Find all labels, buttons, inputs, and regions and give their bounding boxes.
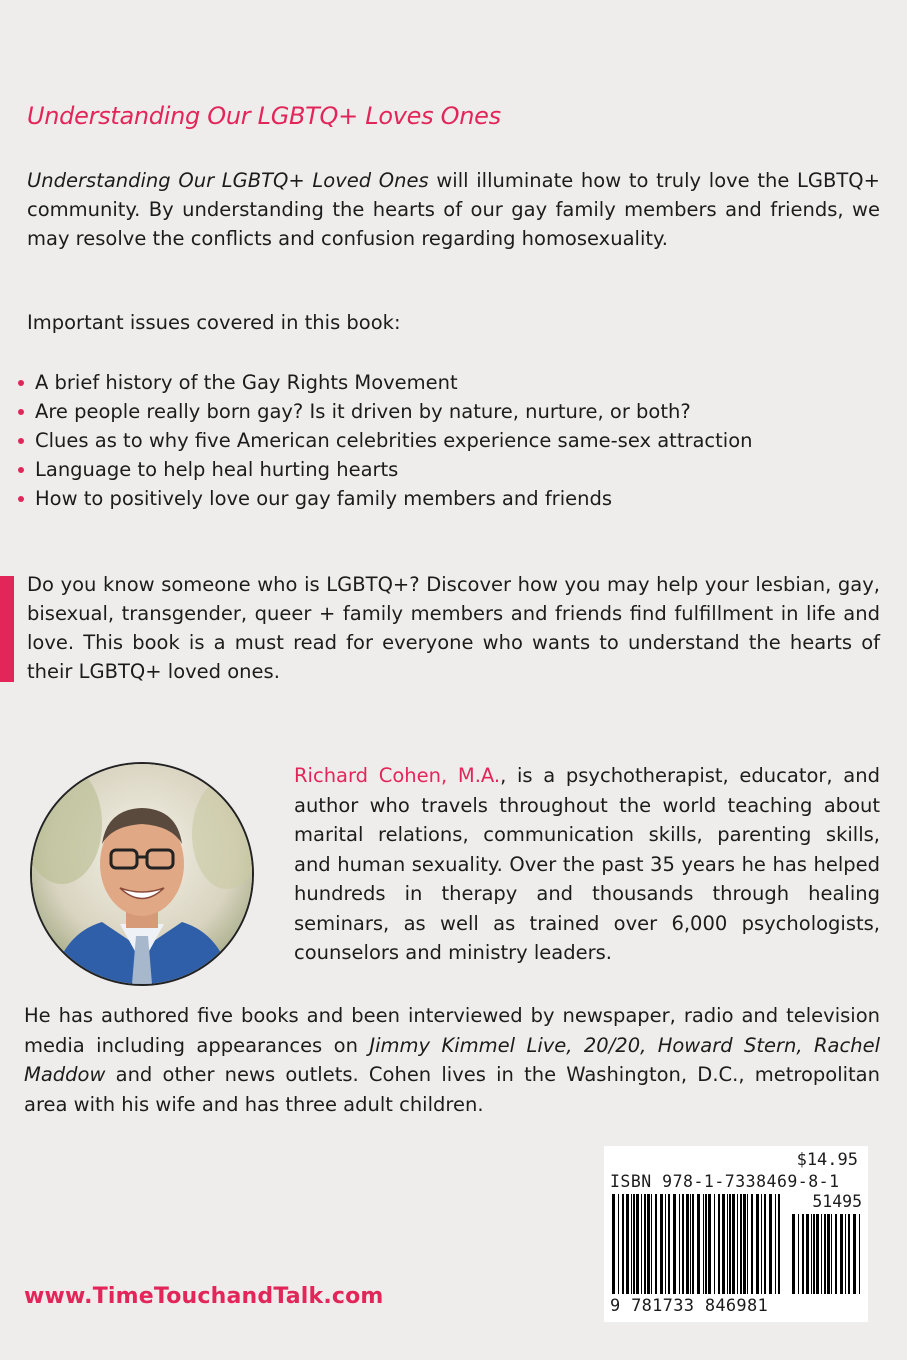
barcode-bar	[690, 1194, 691, 1294]
barcode-bar	[647, 1194, 650, 1294]
barcode-bar	[631, 1194, 632, 1294]
barcode-bar	[743, 1194, 746, 1294]
barcode-bar	[737, 1194, 738, 1294]
barcode-bar	[714, 1194, 715, 1294]
subtitle: Understanding Our LGBTQ+ Loves Ones	[27, 102, 501, 130]
barcode-bar	[740, 1194, 742, 1294]
barcode-bar	[708, 1194, 711, 1294]
bullet-icon	[18, 380, 24, 386]
barcode-bar	[761, 1194, 762, 1294]
barcode-bar	[845, 1214, 846, 1294]
issues-list	[18, 368, 888, 513]
isbn-label: ISBN 978-1-7338469-8-1	[610, 1172, 840, 1191]
barcode-bar	[682, 1194, 684, 1294]
list-item	[18, 397, 888, 426]
bullet-icon	[18, 496, 24, 502]
bullet-icon	[18, 409, 24, 415]
barcode-bar	[751, 1194, 753, 1294]
author-photo-illustration	[32, 764, 252, 984]
barcode-bar	[756, 1194, 759, 1294]
barcode-bar	[806, 1214, 809, 1294]
author-bio-text: , is a psychotherapist, educator, and author who travels throughout the world teaching about marital relations, communication skills, parenting skills, and human sexuality. Over the past 35 years he has helped hundreds in therapy and thousands through healing seminars, as well as trained over 6,000 psychologists, counselors and ministry leaders.	[294, 764, 880, 964]
barcode-bar	[831, 1214, 832, 1294]
barcode-bar	[811, 1214, 812, 1294]
barcode-bar	[668, 1194, 670, 1294]
barcode-bar	[622, 1194, 624, 1294]
barcode-bar	[679, 1194, 680, 1294]
addon-code: 51495	[812, 1192, 862, 1211]
barcode-bar	[612, 1194, 615, 1294]
barcode-bar	[747, 1194, 748, 1294]
list-item-text: A brief history of the Gay Rights Movement	[35, 371, 458, 394]
barcode-bar	[626, 1194, 629, 1294]
barcode-bar	[853, 1214, 856, 1294]
barcode-bar	[686, 1194, 689, 1294]
list-item-text: Language to help heal hurting hearts	[35, 458, 399, 481]
media-outlets: Jimmy Kimmel Live, 20/20, Howard Stern, Rachel Maddow	[24, 1033, 881, 1086]
barcode-bar	[660, 1194, 663, 1294]
barcode-bar	[821, 1214, 822, 1294]
barcode-bar	[802, 1214, 804, 1294]
barcode-bar	[718, 1194, 720, 1294]
barcode-bar	[673, 1194, 676, 1294]
intro-paragraph	[27, 166, 880, 253]
list-item	[18, 368, 888, 397]
barcode-bar	[816, 1214, 819, 1294]
intro-text: will illuminate how to truly love the LGBTQ+ community. By understanding the hearts of our gay family members and friends, we may resolve the conflicts and confusion regarding homosexuality.	[27, 169, 880, 250]
barcode-bar	[792, 1214, 795, 1294]
list-item	[18, 426, 888, 455]
barcode-bar	[703, 1194, 704, 1294]
barcode-bar	[769, 1194, 772, 1294]
intro-book-title: Understanding Our LGBTQ+ Loved Ones	[27, 169, 429, 192]
barcode-bar	[618, 1194, 619, 1294]
bullet-icon	[18, 467, 24, 473]
barcode-bar	[655, 1194, 657, 1294]
accent-bar	[0, 576, 14, 682]
author-bio	[294, 761, 880, 968]
bio-text-end: and other news outlets. Cohen lives in the Washington, D.C., metropolitan area with his wife and has three adult children.	[24, 1063, 880, 1116]
barcode-bar	[665, 1194, 666, 1294]
list-item	[18, 455, 888, 484]
barcode-bar	[727, 1194, 728, 1294]
author-portrait	[30, 762, 254, 986]
author-bio-continued	[24, 1001, 880, 1119]
barcode-bar	[798, 1214, 799, 1294]
barcode-bar	[641, 1194, 642, 1294]
barcode-bar	[705, 1194, 707, 1294]
barcode-bar	[764, 1194, 766, 1294]
list-item-text: Clues as to why five American celebrities experience same-sex attraction	[35, 429, 753, 452]
barcode-bar	[840, 1214, 843, 1294]
list-item-text: How to positively love our gay family members and friends	[35, 487, 613, 510]
pitch-paragraph: Do you know someone who is LGBTQ+? Discover how you may help your lesbian, gay, bisexual, transgender, queer + family members and friends find fulfillment in life and love. This book is a must read for everyone who wants to understand the hearts of their LGBTQ+ loved ones.	[27, 573, 880, 683]
bio-text-start: He has authored five books and been interviewed by newspaper, radio and television media including appearances on	[24, 1004, 880, 1057]
barcode-bar	[729, 1194, 731, 1294]
barcode-bar	[697, 1194, 700, 1294]
barcode-bar	[775, 1194, 776, 1294]
issues-heading: Important issues covered in this book:	[27, 311, 401, 334]
ean-number: 9 781733 846981	[610, 1296, 769, 1316]
barcode-bar	[848, 1214, 850, 1294]
barcode-bar	[636, 1194, 639, 1294]
price-label: $14.95	[796, 1150, 858, 1170]
barcode-bar	[651, 1194, 652, 1294]
barcode-bar	[722, 1194, 725, 1294]
barcode-bar	[633, 1194, 635, 1294]
barcode-box	[604, 1146, 868, 1322]
barcode-bar	[813, 1214, 815, 1294]
barcode-bar	[778, 1194, 780, 1294]
bullet-icon	[18, 438, 24, 444]
author-name: Richard Cohen, M.A.	[294, 764, 501, 787]
barcode-bar	[692, 1194, 694, 1294]
barcode-bar	[827, 1214, 830, 1294]
list-item-text: Are people really born gay? Is it driven by nature, nurture, or both?	[35, 400, 691, 423]
barcode-bar	[824, 1214, 826, 1294]
barcode-bar	[835, 1214, 837, 1294]
website-link[interactable]: www.TimeTouchandTalk.com	[24, 1284, 384, 1309]
barcode-bar	[644, 1194, 646, 1294]
list-item	[18, 484, 888, 513]
barcode-bar	[859, 1214, 860, 1294]
barcode-bar	[732, 1194, 735, 1294]
